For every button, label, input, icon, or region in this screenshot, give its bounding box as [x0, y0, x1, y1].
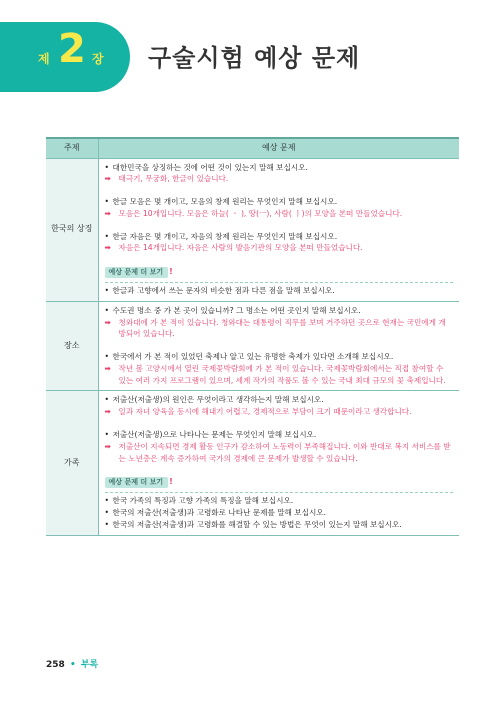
table-row — [46, 301, 459, 391]
extra-question: • 한국의 저출산(저출생)과 고령화로 나타난 문제를 말해 보십시오. — [105, 507, 454, 519]
question: • 한글 자음은 몇 개이고, 자음의 창제 원리는 무엇인지 말해 보십시오. — [105, 231, 454, 243]
question: • 저출산(저출생)의 원인은 무엇이라고 생각하는지 말해 보십시오. — [105, 394, 454, 406]
more-label: 예상 문제 더 보기 — [105, 267, 169, 278]
answer-text: 청와대에 가 본 적이 있습니다. 청와대는 대통령이 직무를 보며 거주하던 곳으로 현재는 국민에게 개방되어 있습니다. — [118, 317, 446, 339]
question: • 한국에서 가 본 적이 있었던 축제나 알고 있는 유명한 축제가 있다면 소개해 보십시오. — [105, 351, 454, 363]
answer — [105, 173, 454, 185]
table-row — [46, 158, 459, 301]
answer — [105, 363, 454, 387]
page-title: 구술시험 예상 문제 — [148, 44, 361, 72]
questions-cell — [98, 391, 459, 535]
arrow-icon: ➡ — [104, 441, 111, 451]
chapter-number: 2 — [58, 26, 85, 72]
header-questions: 예상 문제 — [98, 138, 459, 158]
question-table — [46, 137, 459, 536]
answer — [105, 242, 454, 254]
arrow-icon: ➡ — [104, 317, 111, 327]
topic-cell: 가족 — [46, 391, 98, 535]
topic-cell: 장소 — [46, 301, 98, 391]
exclamation-icon: ! — [169, 477, 173, 487]
answer-text: 자음은 14개입니다. 자음은 사람의 발음기관의 모양을 본떠 만들었습니다. — [118, 243, 363, 253]
question: • 대한민국을 상징하는 것에 어떤 것이 있는지 말해 보십시오. — [105, 162, 454, 174]
table-header-row — [46, 138, 459, 158]
extra-question: • 한국의 저출산(저출생)과 고령화를 해결할 수 있는 방법은 무엇이 있는지 말해 보십시오. — [105, 519, 454, 531]
more-label: 예상 문제 더 보기 — [105, 477, 169, 488]
question: • 저출산(저출생)으로 나타나는 문제는 무엇인지 말해 보십시오. — [105, 429, 454, 441]
divider — [105, 492, 454, 493]
arrow-icon: ➡ — [104, 363, 111, 373]
table-row — [46, 391, 459, 535]
arrow-icon: ➡ — [104, 208, 111, 218]
answer — [105, 406, 454, 418]
chapter-prefix: 제 — [38, 52, 50, 66]
more-questions-badge — [105, 263, 454, 280]
chapter-suffix: 장 — [92, 52, 104, 66]
answer — [105, 208, 454, 220]
arrow-icon: ➡ — [104, 174, 111, 184]
questions-cell — [98, 158, 459, 301]
answer-text: 모음은 10개입니다. 모음은 하늘( ㆍ ), 땅(ㅡ), 사람( ㅣ)의 모양을 본떠 만들었습니다. — [118, 208, 403, 218]
extra-question: • 한글과 고향에서 쓰는 문자의 비슷한 점과 다른 점을 말해 보십시오. — [105, 285, 454, 297]
more-questions-badge — [105, 473, 454, 490]
answer-text: 일과 자녀 양육을 동시에 해내기 어렵고, 경제적으로 부담이 크기 때문이라고 생각합니다. — [118, 407, 412, 417]
answer — [105, 441, 454, 465]
answer-text: 태극기, 무궁화, 한글이 있습니다. — [118, 174, 229, 184]
page-number: 258 — [46, 660, 65, 670]
topic-cell: 한국의 상징 — [46, 158, 98, 301]
extra-question: • 한국 가족의 특징과 고향 가족의 특징을 말해 보십시오. — [105, 495, 454, 507]
header-topic: 주제 — [46, 138, 98, 158]
arrow-icon: ➡ — [104, 243, 111, 253]
exclamation-icon: ! — [169, 267, 173, 277]
answer — [105, 317, 454, 341]
divider — [105, 282, 454, 283]
arrow-icon: ➡ — [104, 407, 111, 417]
page-footer — [46, 657, 98, 670]
questions-cell — [98, 301, 459, 391]
question: • 한글 모음은 몇 개이고, 모음의 창제 원리는 무엇인지 말해 보십시오. — [105, 196, 454, 208]
answer-text: 저출산이 지속되면 경제 활동 인구가 감소하여 노동력이 부족해집니다. 이와 반대로 복지 서비스를 받는 노년층은 계속 증가하여 국가의 경제에 큰 문제가 발생할 수 있습니다. — [118, 441, 451, 463]
footer-dot: • — [69, 660, 76, 670]
footer-section: 부록 — [80, 660, 99, 670]
answer-text: 작년 봄 고양시에서 열린 국제꽃박람회에 가 본 적이 있습니다. 국제꽃박람회에서는 직접 참여할 수 있는 여러 가지 프로그램이 있으며, 세계 작가의 작품도 볼 수 있는 국내 최대 규모의 꽃 축제입니다. — [118, 363, 446, 385]
question: • 수도권 명소 중 가 본 곳이 있습니까? 그 명소는 어떤 곳인지 말해 보십시오. — [105, 305, 454, 317]
